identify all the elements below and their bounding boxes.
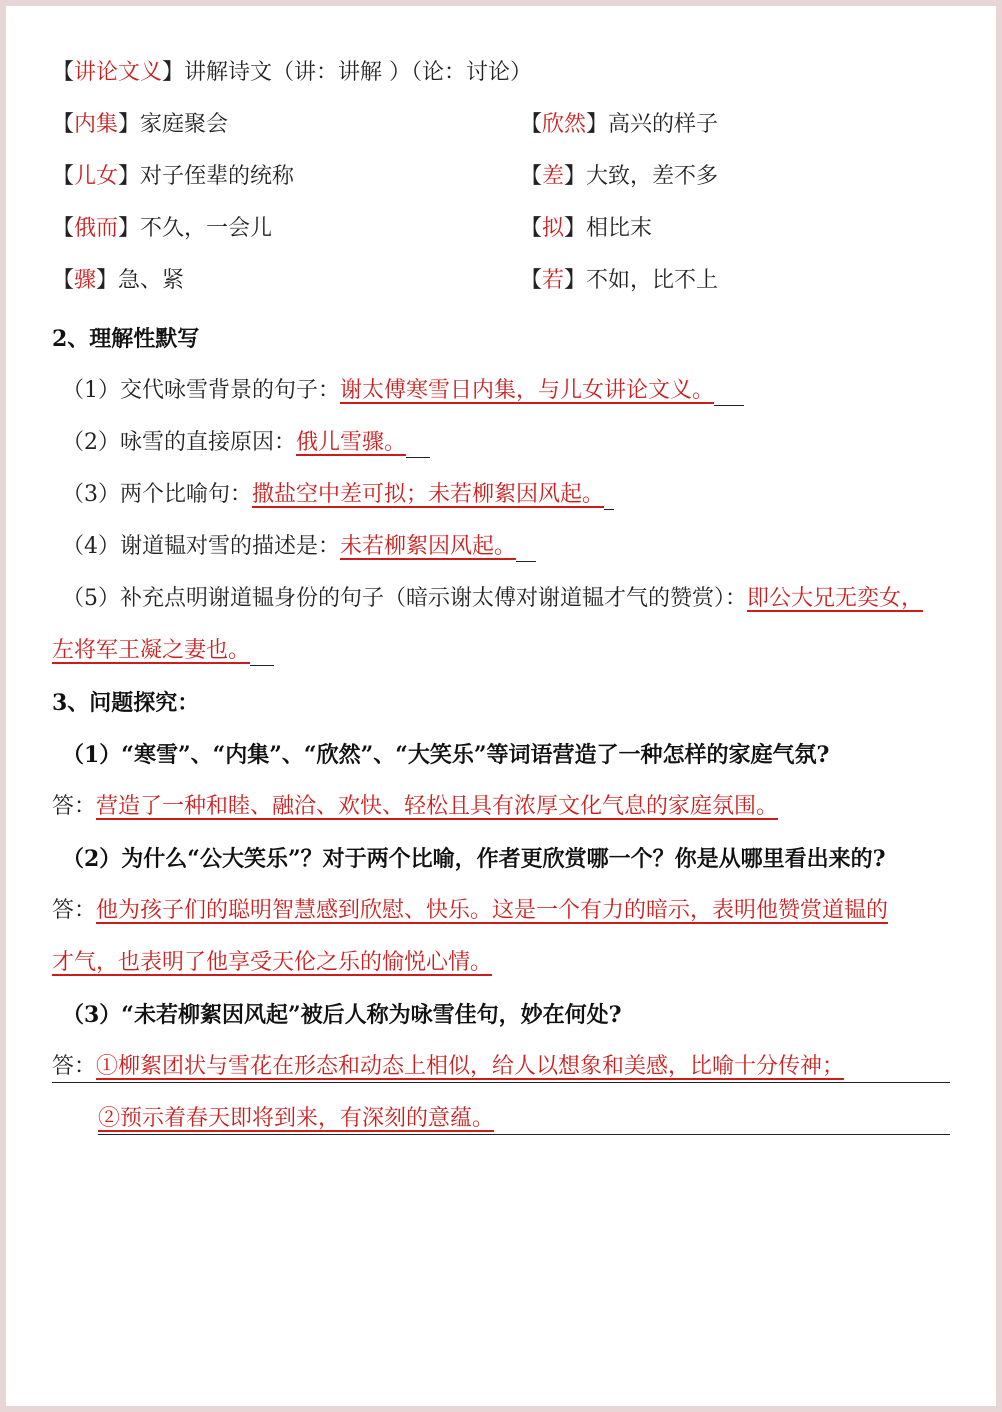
- fill-answer: 即公大兄无奕女，: [747, 586, 924, 611]
- fill-question: （1）交代咏雪背景的句子：: [62, 378, 340, 403]
- answer-text: ②预示着春天即将到来，有深刻的意蕴。: [98, 1106, 495, 1131]
- answer-text: ①柳絮团状与雪花在形态和动态上相似，给人以想象和美感，比喻十分传神；: [96, 1054, 845, 1079]
- fill-item: [62, 376, 744, 406]
- fill-question: （3）两个比喻句：: [62, 482, 252, 507]
- vocab-term: 欣然: [542, 112, 587, 137]
- fill-item: [62, 584, 923, 614]
- vocab-term: 差: [542, 164, 565, 189]
- answer-prefix: 答：: [52, 794, 97, 819]
- answer-underline: [714, 379, 744, 406]
- vocab-term: 内集: [74, 112, 119, 137]
- document-page: [6, 6, 996, 1406]
- vocab-term: 儿女: [74, 164, 119, 189]
- vocab-term: 骤: [74, 268, 97, 293]
- vocab-term: 讲论文义: [74, 60, 163, 85]
- fill-question: （5）补充点明谢道韫身份的句子（暗示谢太傅对谢道韫才气的赞赏）：: [62, 586, 747, 611]
- vocab-entry: 【拟】相比末: [520, 216, 653, 241]
- vocab-entry: 【讲论文义】讲解诗文（讲：讲解 ）（论：讨论）: [52, 60, 533, 85]
- vocab-entry: 【骤】急、紧: [52, 268, 185, 293]
- vocab-definition: 不如，比不上: [586, 268, 719, 293]
- vocab-term: 若: [542, 268, 565, 293]
- answer: [52, 896, 888, 926]
- fill-item: [62, 480, 614, 510]
- vocab-entry: 【若】不如，比不上: [520, 268, 719, 293]
- fill-item: [62, 428, 430, 458]
- vocab-entry: 【差】大致，差不多: [520, 164, 719, 189]
- fill-answer: 谢太傅寒雪日内集，与儿女讲论文义。: [340, 378, 715, 403]
- fill-item: [62, 532, 536, 562]
- fill-question: （4）谢道韫对雪的描述是：: [62, 534, 340, 559]
- vocab-entry: 【儿女】对子侄辈的统称: [52, 164, 295, 189]
- vocab-definition: 对子侄辈的统称: [140, 164, 295, 189]
- vocab-definition: 不久，一会儿: [140, 216, 273, 241]
- fill-item-continued: [52, 636, 274, 666]
- answer: [52, 1052, 950, 1083]
- section-heading: 3、问题探究：: [52, 690, 200, 716]
- answer-continued: [52, 948, 492, 978]
- fill-answer: 左将军王凝之妻也。: [52, 638, 251, 663]
- answer-text: 他为孩子们的聪明智慧感到欣慰、快乐。这是一个有力的暗示，表明他赞赏道韫的: [96, 898, 889, 923]
- question: （2）为什么“公大笑乐”？对于两个比喻，作者更欣赏哪一个？你是从哪里看出来的?: [62, 846, 886, 872]
- fill-answer: 撒盐空中差可拟；未若柳絮因风起。: [252, 482, 605, 507]
- answer-underline: [406, 431, 430, 458]
- answer-underline: [250, 639, 274, 666]
- vocab-definition: 相比末: [586, 216, 653, 241]
- answer-prefix: 答：: [52, 898, 97, 923]
- vocab-definition: 高兴的样子: [608, 112, 719, 137]
- answer-underline: [516, 535, 536, 562]
- answer: [52, 792, 778, 822]
- question: （1）“寒雪”、“内集”、“欣然”、“大笑乐”等词语营造了一种怎样的家庭气氛?: [62, 742, 830, 768]
- answer-text: 才气，也表明了他享受天伦之乐的愉悦心情。: [52, 950, 493, 975]
- vocab-definition: 大致，差不多: [586, 164, 719, 189]
- answer-underline: [604, 483, 614, 510]
- fill-question: （2）咏雪的直接原因：: [62, 430, 296, 455]
- vocab-term: 拟: [542, 216, 565, 241]
- answer-prefix: 答：: [52, 1054, 97, 1079]
- answer-text: 营造了一种和睦、融洽、欢快、轻松且具有浓厚文化气息的家庭氛围。: [96, 794, 779, 819]
- section-heading: 2、理解性默写: [52, 326, 200, 352]
- vocab-entry: 【内集】家庭聚会: [52, 112, 229, 137]
- vocab-definition: 讲解诗文（讲：讲解 ）（论：讨论）: [184, 60, 533, 85]
- answer-continued: [98, 1104, 950, 1135]
- vocab-entry: 【俄而】不久，一会儿: [52, 216, 273, 241]
- fill-answer: 俄儿雪骤。: [296, 430, 407, 455]
- vocab-definition: 家庭聚会: [140, 112, 229, 137]
- question: （3）“未若柳絮因风起”被后人称为咏雪佳句，妙在何处?: [62, 1002, 622, 1028]
- vocab-definition: 急、紧: [118, 268, 185, 293]
- vocab-term: 俄而: [74, 216, 119, 241]
- fill-answer: 未若柳絮因风起。: [340, 534, 517, 559]
- vocab-entry: 【欣然】高兴的样子: [520, 112, 719, 137]
